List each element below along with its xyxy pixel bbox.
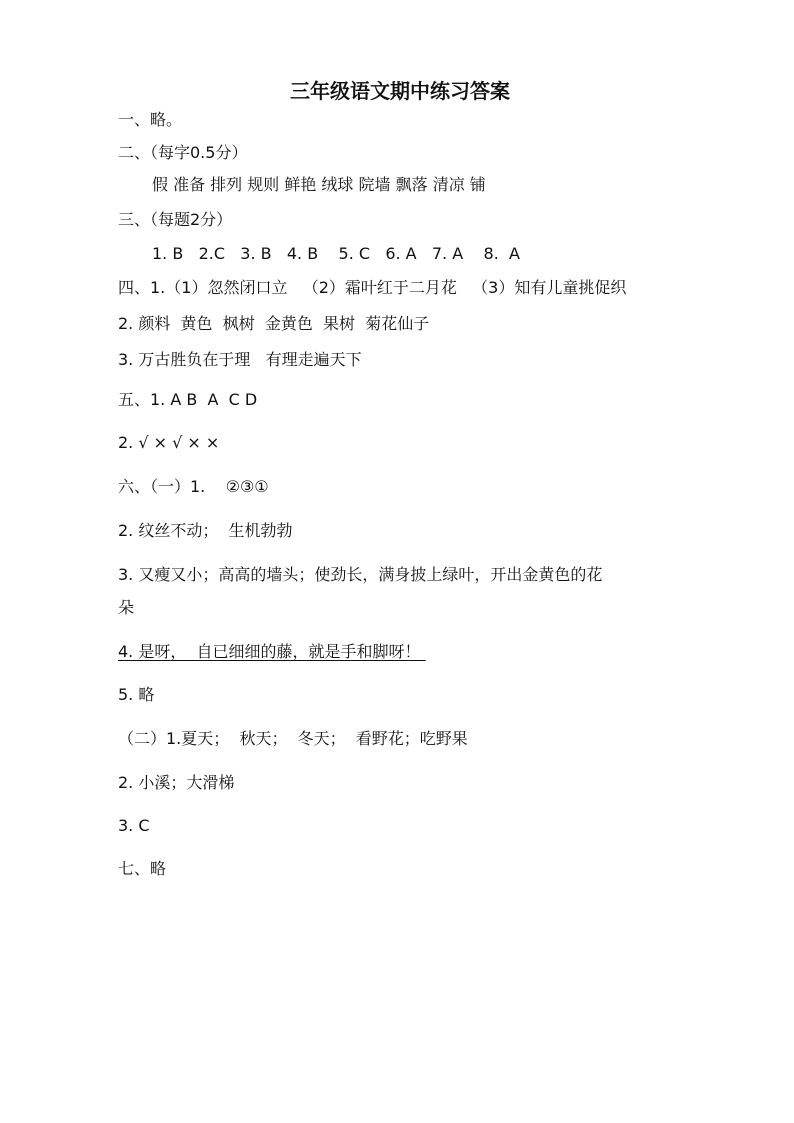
answer-line-1: 一、略。: [118, 110, 183, 129]
answer-line-2: 二、（每字0.5分）: [118, 143, 248, 162]
answer-line-15-underlined: 4. 是呀， 自已细细的藤，就是手和脚呀！: [118, 642, 426, 661]
answer-line-5: 1. B 2.C 3. B 4. B 5. C 6. A 7. A 8. A: [152, 244, 520, 263]
answer-line-19: 3. C: [118, 816, 150, 835]
answer-line-20: 七、略: [118, 859, 167, 878]
answer-line-8: 3. 万古胜负在于理 有理走遍天下: [118, 350, 362, 369]
answer-line-18: 2. 小溪；大滑梯: [118, 773, 235, 792]
answer-line-16: 5. 略: [118, 685, 155, 704]
answer-line-9: 五、1. A B A C D: [118, 390, 258, 409]
answer-line-6: 四、1.（1）忽然闭口立 （2）霜叶红于二月花 （3）知有儿童挑促织: [118, 278, 627, 297]
answer-line-3: 假 准备 排列 规则 鲜艳 绒球 院墙 飘落 清凉 铺: [152, 175, 486, 194]
answer-line-12: 2. 纹丝不动； 生机勃勃: [118, 521, 293, 540]
answer-line-10: 2. √ × √ × ×: [118, 433, 220, 452]
page-title: 三年级语文期中练习答案: [290, 79, 510, 103]
answer-line-11: 六、（一）1. ②③①: [118, 477, 269, 496]
answer-line-4: 三、（每题2分）: [118, 210, 233, 229]
answer-line-17: （二）1.夏天； 秋天； 冬天； 看野花；吃野果: [118, 729, 468, 748]
answer-line-7: 2. 颜料 黄色 枫树 金黄色 果树 菊花仙子: [118, 314, 430, 333]
answer-line-14: 朵: [118, 598, 135, 617]
answer-line-13: 3. 又瘦又小；高高的墙头；使劲长，满身披上绿叶，开出金黄色的花: [118, 565, 603, 584]
